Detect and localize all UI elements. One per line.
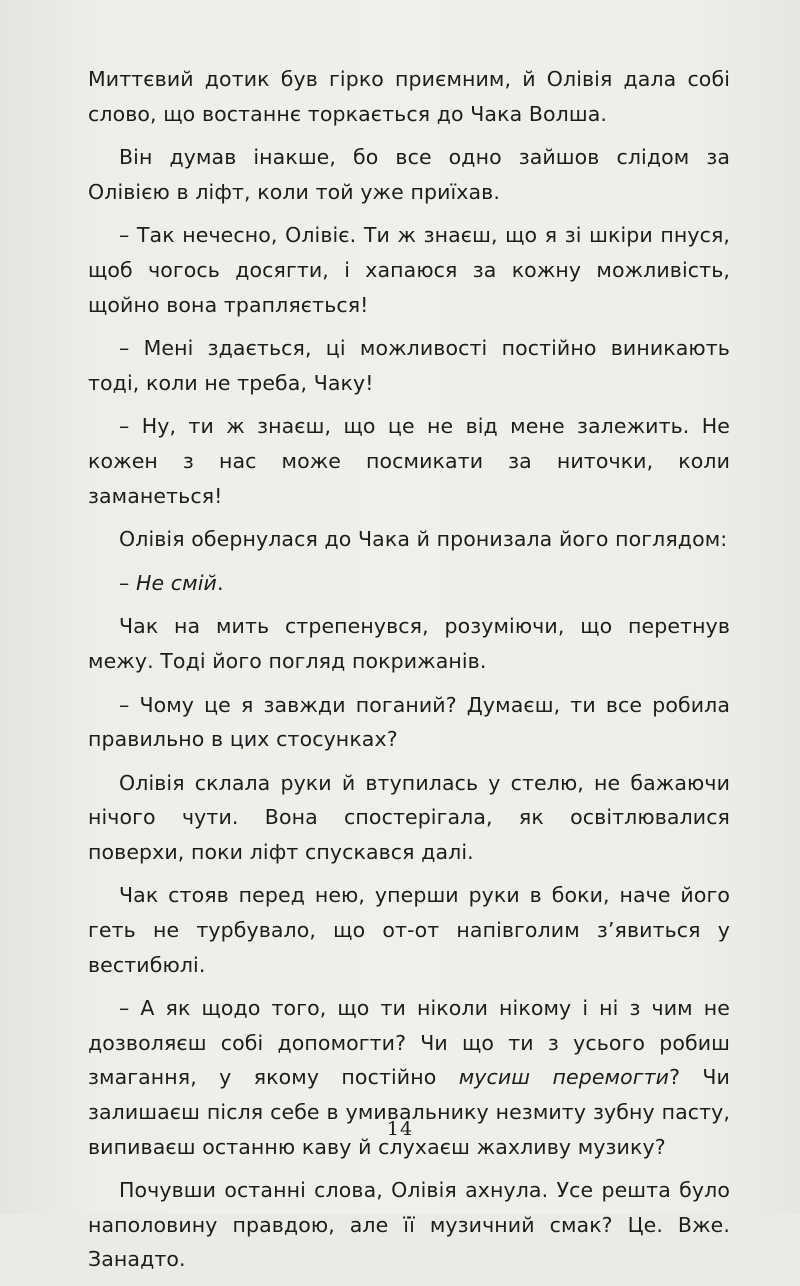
paragraph xyxy=(88,331,730,400)
body-text xyxy=(88,62,730,1286)
italic-text: мусиш перемогти xyxy=(458,1065,670,1090)
paragraph xyxy=(88,522,730,557)
paragraph xyxy=(88,62,730,131)
paragraph-text: Олівія склала руки й втупилась у стелю, не бажаючи нічого чути. Вона спостерігала, як освітлювалися поверхи, поки ліфт спускався далі. xyxy=(88,770,730,864)
paragraph-text: ? Чи залишаєш після себе в умивальнику незмиту зубну пасту, випиваєш останню каву й слухаєш жахливу музику? xyxy=(88,1065,730,1159)
paragraph xyxy=(88,878,730,982)
italic-text: Не смій xyxy=(135,570,217,595)
paragraph-text: Олівія обернулася до Чака й пронизала його поглядом: xyxy=(119,527,728,552)
paragraph xyxy=(88,688,730,757)
paragraph xyxy=(88,566,730,601)
page-number: 14 xyxy=(386,1118,414,1140)
paragraph-text: Почувши останні слова, Олівія ахнула. Усе решта було наполовину правдою, але її музичний смак? Це. Вже. Занадто. xyxy=(88,1178,730,1272)
paragraph-text: Миттєвий дотик був гірко приємним, й Олівія дала собі слово, що востаннє торкається до Чака Волша. xyxy=(88,67,730,126)
paragraph xyxy=(88,1173,730,1277)
paragraph-text: – Так нечесно, Олівіє. Ти ж знаєш, що я зі шкіри пнуся, щоб чогось досягти, і хапаюся за кожну можливість, щойно вона трапляється! xyxy=(88,223,730,317)
paragraph-text: – Чому це я завжди поганий? Думаєш, ти все робила правильно в цих стосунках? xyxy=(88,692,730,752)
paragraph-text: – А як щодо того, що ти ніколи нікому і ні з чим не дозволяєш собі допомогти? Чи що ти з усього робиш змагання, у якому постійно xyxy=(88,996,730,1090)
paragraph-text: – Ну, ти ж знаєш, що це не від мене залежить. Не кожен з нас може посмикати за ниточки, коли заманеться! xyxy=(88,414,730,508)
paragraph-text: Чак стояв перед нею, уперши руки в боки, наче його геть не турбувало, що от-от напівголим з’явиться у вестибюлі. xyxy=(88,883,730,977)
paragraph-text: . xyxy=(216,570,224,595)
paragraph-text: Він думав інакше, бо все одно зайшов слідом за Олівією в ліфт, коли той уже приїхав. xyxy=(88,145,730,204)
paragraph-text: Чак на мить стрепенувся, розуміючи, що перетнув межу. Тоді його погляд покрижанів. xyxy=(88,614,730,673)
paragraph-text: – xyxy=(119,570,136,595)
paragraph xyxy=(88,218,730,322)
paragraph xyxy=(88,140,730,209)
paragraph xyxy=(88,609,730,678)
paragraph-text: – Мені здається, ці можливості постійно виникають тоді, коли не треба, Чаку! xyxy=(88,336,730,395)
paragraph xyxy=(88,409,730,513)
paragraph xyxy=(88,766,730,870)
